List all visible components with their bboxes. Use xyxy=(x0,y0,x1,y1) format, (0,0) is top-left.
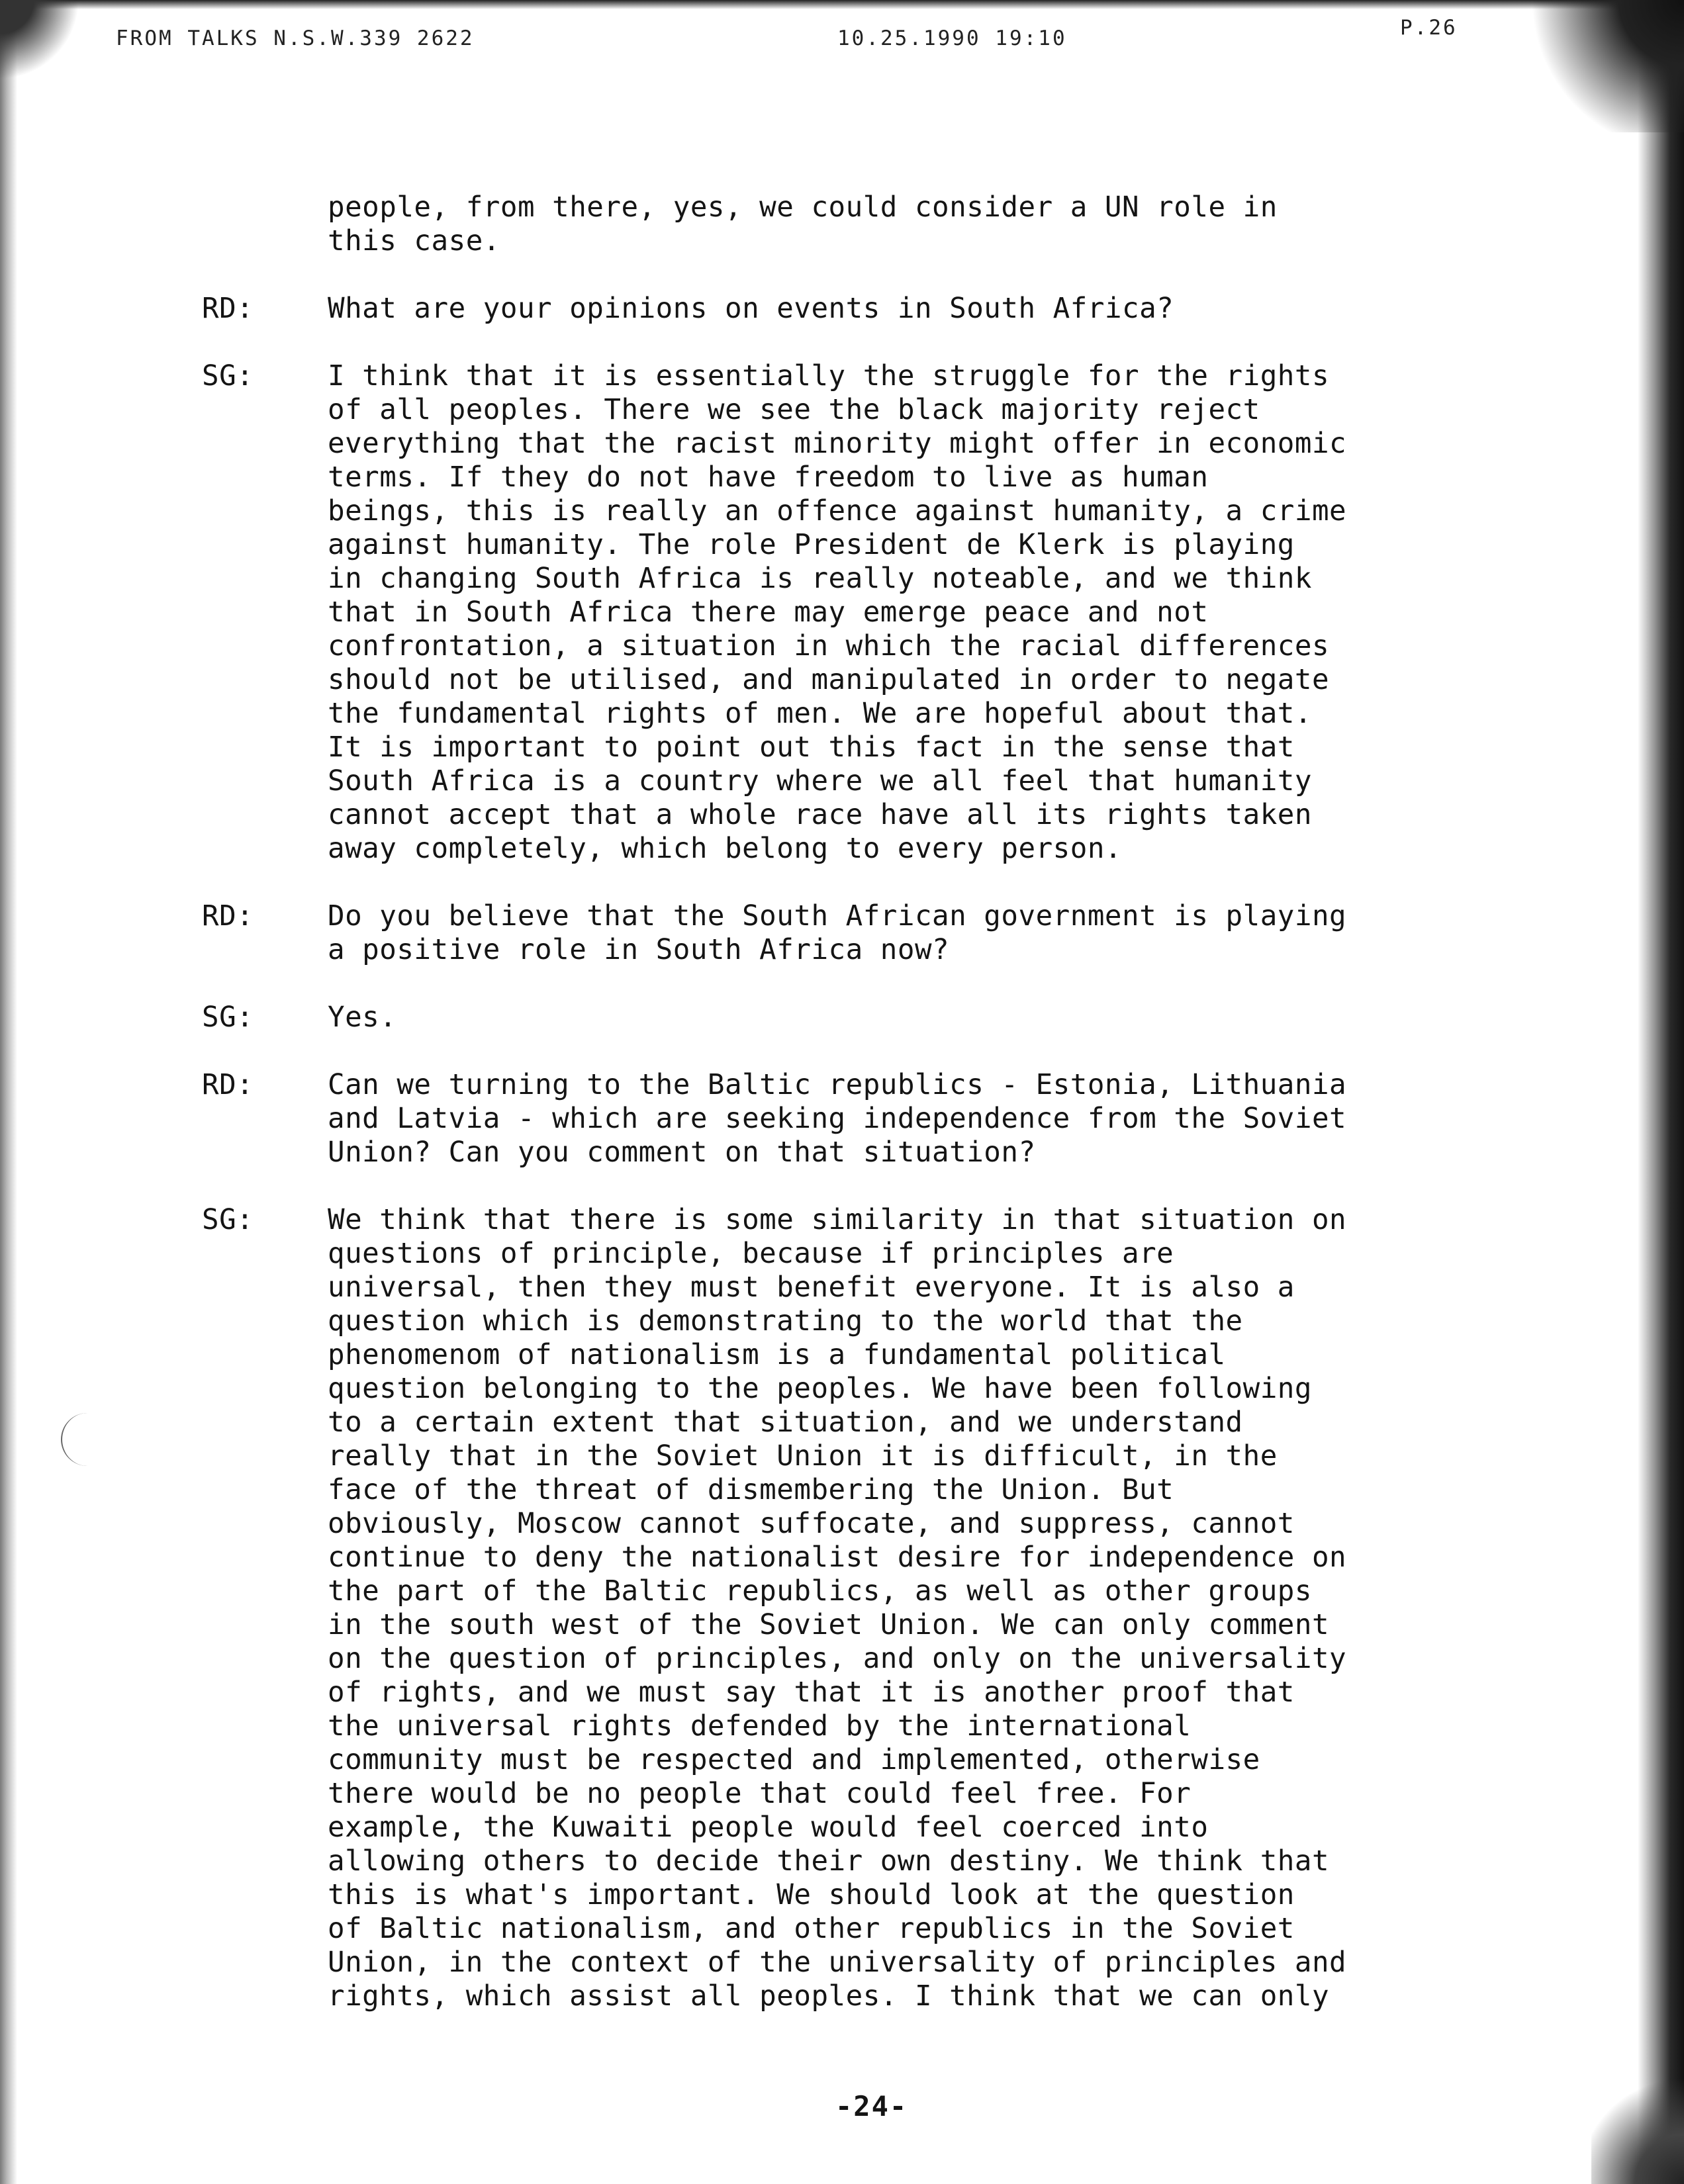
speaker-label: SG: xyxy=(202,1001,254,1034)
speech-line: Union, in the context of the universality of principles and xyxy=(328,1946,1347,1979)
fax-page-number: P.26 xyxy=(1400,16,1458,40)
speech-line: Union? Can you comment on that situation? xyxy=(328,1136,1036,1169)
scan-edge-left xyxy=(0,0,17,2184)
speech-line: away completely, which belong to every person. xyxy=(328,833,1123,865)
speech-line: the fundamental rights of men. We are hopeful about that. xyxy=(328,698,1312,730)
speech-line: I think that it is essentially the struggle for the rights xyxy=(328,360,1330,392)
speech-line: questions of principle, because if principles are xyxy=(328,1238,1174,1270)
speech-line: South Africa is a country where we all feel that humanity xyxy=(328,765,1312,797)
speech-line: of Baltic nationalism, and other republics in the Soviet xyxy=(328,1913,1295,1945)
speech-line: allowing others to decide their own destiny. We think that xyxy=(328,1845,1330,1878)
transcript-entry xyxy=(202,899,1526,967)
speech-line: beings, this is really an offence against humanity, a crime xyxy=(328,495,1347,527)
speech-line: question which is demonstrating to the world that the xyxy=(328,1305,1243,1338)
speech-line: community must be respected and implemented, otherwise xyxy=(328,1744,1260,1776)
speech-line: Can we turning to the Baltic republics - Estonia, Lithuania xyxy=(328,1069,1347,1101)
speech-line: terms. If they do not have freedom to live as human xyxy=(328,461,1209,494)
speech-line: in changing South Africa is really noteable, and we think xyxy=(328,563,1312,595)
speech-line: obviously, Moscow cannot suffocate, and suppress, cannot xyxy=(328,1508,1295,1540)
scan-corner-top-right xyxy=(1512,0,1684,132)
speech-line: should not be utilised, and manipulated in order to negate xyxy=(328,664,1330,696)
speech-line: universal, then they must benefit everyone. It is also a xyxy=(328,1271,1295,1304)
speech-line: to a certain extent that situation, and we understand xyxy=(328,1406,1243,1439)
margin-mark xyxy=(61,1413,102,1466)
speech-line: and Latvia - which are seeking independence from the Soviet xyxy=(328,1103,1347,1135)
speech-line: people, from there, yes, we could consider a UN role in xyxy=(328,191,1278,224)
speech-line: Yes. xyxy=(328,1001,397,1034)
scan-corner-top-left xyxy=(0,0,79,79)
speech-line: really that in the Soviet Union it is difficult, in the xyxy=(328,1440,1278,1473)
scan-edge-right xyxy=(1638,0,1684,2184)
speech-line: against humanity. The role President de Klerk is playing xyxy=(328,529,1295,561)
speech-line: Do you believe that the South African government is playing xyxy=(328,900,1347,933)
speaker-label: RD: xyxy=(202,293,254,325)
speech-line: continue to deny the nationalist desire for independence on xyxy=(328,1541,1347,1574)
speech-text xyxy=(328,1001,1526,1034)
speech-line: phenomenom of nationalism is a fundamental political xyxy=(328,1339,1226,1371)
speech-line: a positive role in South Africa now? xyxy=(328,934,950,966)
transcript-entry xyxy=(202,292,1526,326)
speech-line: We think that there is some similarity in that situation on xyxy=(328,1204,1347,1236)
speech-line: this case. xyxy=(328,225,500,257)
speech-line: rights, which assist all peoples. I think that we can only xyxy=(328,1980,1330,2013)
speech-line: everything that the racist minority might offer in economic xyxy=(328,428,1347,460)
fax-sender: FROM TALKS N.S.W.339 2622 xyxy=(116,26,475,50)
transcript-entry xyxy=(202,1068,1526,1169)
fax-datetime: 10.25.1990 19:10 xyxy=(837,26,1067,50)
transcript-entry xyxy=(202,191,1526,258)
speaker-label: SG: xyxy=(202,1204,254,1236)
scan-edge-top xyxy=(0,0,1684,9)
speech-line: there would be no people that could feel free. For xyxy=(328,1778,1192,1810)
speech-line: It is important to point out this fact in the sense that xyxy=(328,731,1295,764)
interview-transcript xyxy=(202,191,1526,2047)
speech-line: of all peoples. There we see the black majority reject xyxy=(328,394,1260,426)
speech-text xyxy=(328,359,1526,866)
speech-line: in the south west of the Soviet Union. We can only comment xyxy=(328,1609,1330,1641)
speaker-label xyxy=(202,191,328,258)
transcript-entry xyxy=(202,1001,1526,1034)
speaker-label: RD: xyxy=(202,900,254,933)
speech-line: cannot accept that a whole race have all its rights taken xyxy=(328,799,1312,831)
speech-line: that in South Africa there may emerge peace and not xyxy=(328,596,1209,629)
speech-line: the part of the Baltic republics, as well as other groups xyxy=(328,1575,1312,1608)
speech-line: of rights, and we must say that it is another proof that xyxy=(328,1676,1295,1709)
speech-line: face of the threat of dismembering the Union. But xyxy=(328,1474,1174,1506)
speech-line: this is what's important. We should look at the question xyxy=(328,1879,1295,1911)
speech-line: the universal rights defended by the international xyxy=(328,1710,1192,1743)
speech-line: question belonging to the peoples. We have been following xyxy=(328,1373,1312,1405)
speech-line: What are your opinions on events in South Africa? xyxy=(328,293,1174,325)
speech-text xyxy=(328,899,1526,967)
page-number: -24- xyxy=(835,2090,908,2122)
speaker-label: SG: xyxy=(202,360,254,392)
speaker-label: RD: xyxy=(202,1069,254,1101)
speech-text xyxy=(328,191,1526,258)
transcript-entry xyxy=(202,359,1526,866)
speech-text xyxy=(328,1068,1526,1169)
speech-line: example, the Kuwaiti people would feel coerced into xyxy=(328,1811,1209,1844)
scan-corner-bottom-right xyxy=(1591,2078,1684,2184)
transcript-entry xyxy=(202,1203,1526,2013)
speech-text xyxy=(328,1203,1526,2013)
speech-text xyxy=(328,292,1526,326)
speech-line: on the question of principles, and only on the universality xyxy=(328,1643,1347,1675)
speech-line: confrontation, a situation in which the racial differences xyxy=(328,630,1330,662)
